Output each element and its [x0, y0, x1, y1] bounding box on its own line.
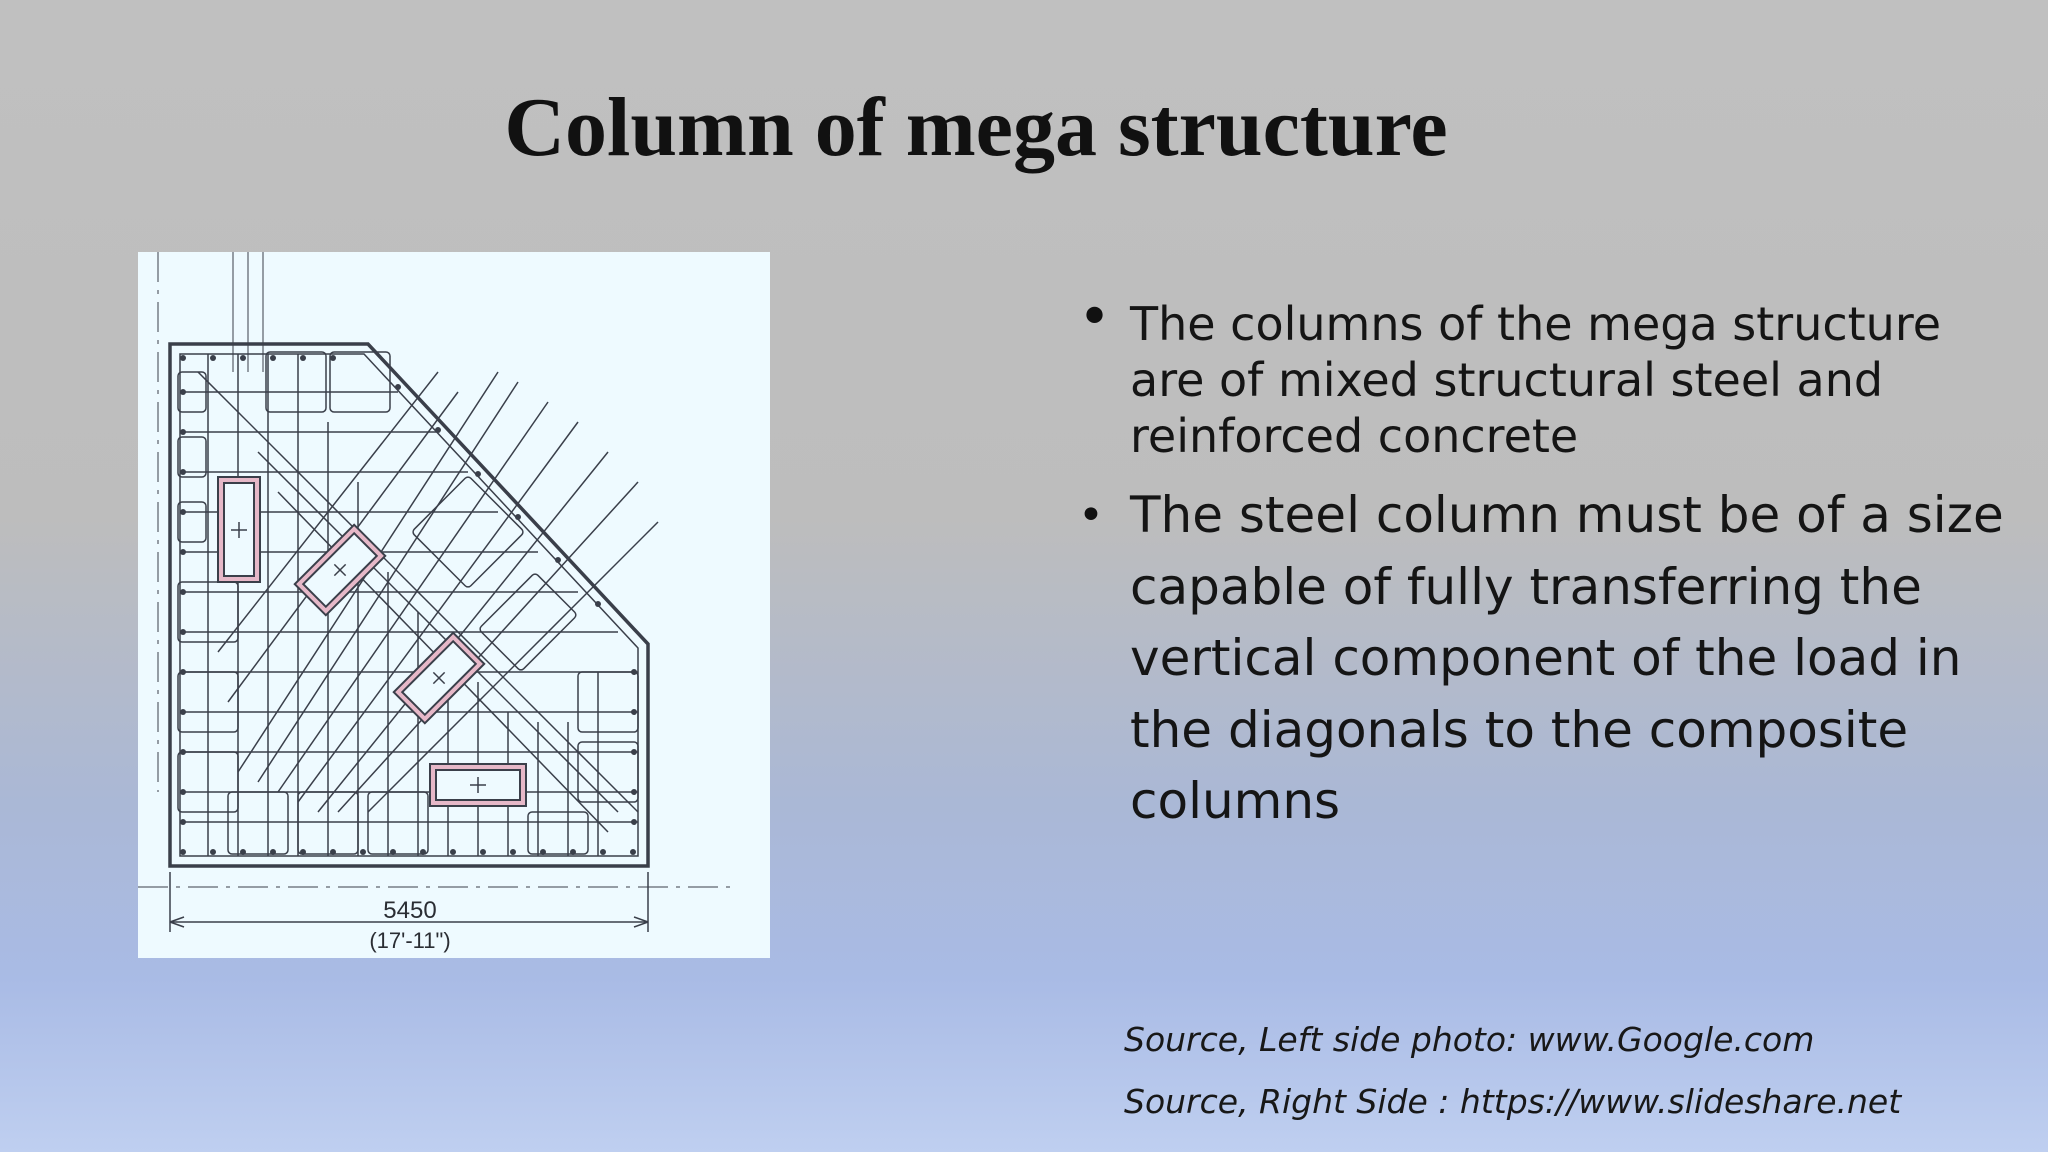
source-left-caption: Source, Left side photo: www.Google.com: [1124, 1020, 1815, 1059]
column-section-drawing: [138, 252, 770, 958]
slide-title: Column of mega structure: [504, 81, 1448, 174]
source-right-caption: Source, Right Side : https://www.slideshare.net: [1124, 1082, 1902, 1121]
bullet-item: [1068, 480, 2008, 838]
rebar-detail-diagram: [138, 252, 770, 958]
dimension-imperial-label: (17'-11"): [369, 928, 451, 953]
bullet-text: The steel column must be of a size capable of fully transferring the vertical component of the load in the diagonals to the composite columns: [1130, 486, 2004, 830]
bullet-item: [1068, 285, 2008, 464]
bullet-marker-icon: •: [1078, 285, 1112, 350]
bullet-text: The columns of the mega structure are of mixed structural steel and reinforced concrete: [1130, 297, 1942, 463]
dimension-value-label: 5450: [383, 897, 437, 924]
bullet-list: [1068, 285, 2008, 838]
bullet-marker-icon: •: [1078, 490, 1104, 541]
